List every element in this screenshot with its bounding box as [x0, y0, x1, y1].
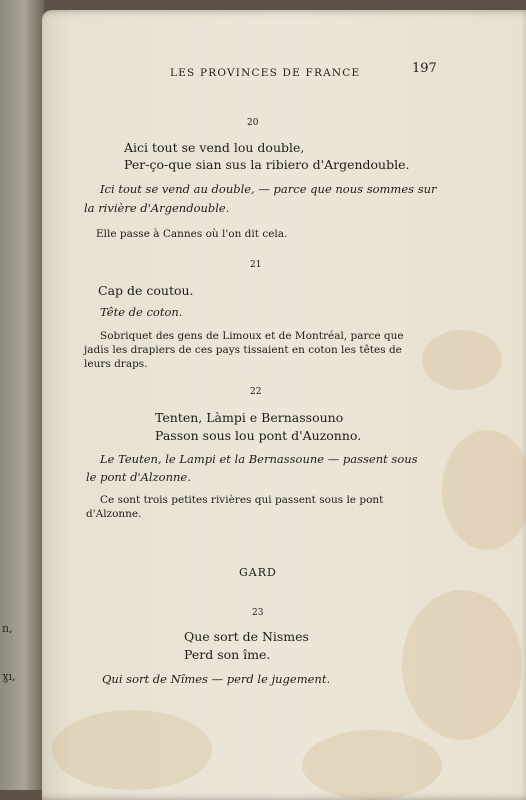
entry-number: 22: [250, 387, 262, 397]
verse-line: Passon sous lou pont d'Auzonno.: [155, 428, 362, 443]
previous-page-fragment: n,: [2, 622, 13, 635]
entry-number: 23: [252, 608, 264, 618]
verse-line: Cap de coutou.: [98, 283, 194, 298]
verse-line: Tenten, Làmpi e Bernassouno: [155, 410, 344, 425]
verse-line: Aici tout se vend lou double,: [124, 140, 305, 155]
translation-line: Le Teuten, le Lampi et la Bernassoune — passent sous: [100, 452, 418, 466]
previous-page-edge: [0, 0, 44, 790]
verse-line: Que sort de Nismes: [184, 629, 309, 644]
previous-page-fragment: ɣı,: [2, 670, 16, 683]
note-line: d'Alzonne.: [86, 508, 142, 520]
translation-line: la rivière d'Argendouble.: [84, 201, 230, 215]
page-number: 197: [412, 61, 437, 76]
section-title: GARD: [239, 566, 277, 579]
verse-line: Perd son îme.: [184, 647, 271, 662]
running-head: LES PROVINCES DE FRANCE: [170, 67, 361, 79]
note-line: jadis les drapiers de ces pays tissaient en coton les têtes de: [84, 344, 402, 356]
translation-line: Qui sort de Nîmes — perd le jugement.: [102, 672, 331, 686]
note-line: Ce sont trois petites rivières qui passent sous le pont: [100, 494, 384, 506]
verse-line: Per-ço-que sian sus la ribiero d'Argendouble.: [124, 157, 410, 172]
note-line: Elle passe à Cannes où l'on dit cela.: [96, 228, 288, 240]
note-line: Sobriquet des gens de Limoux et de Montréal, parce que: [100, 330, 404, 342]
translation-line: Tête de coton.: [100, 305, 183, 319]
translation-line: Ici tout se vend au double, — parce que nous sommes sur: [100, 182, 437, 196]
note-line: leurs draps.: [84, 358, 148, 370]
translation-line: le pont d'Alzonne.: [86, 470, 191, 484]
entry-number: 20: [247, 118, 259, 128]
entry-number: 21: [250, 260, 262, 270]
